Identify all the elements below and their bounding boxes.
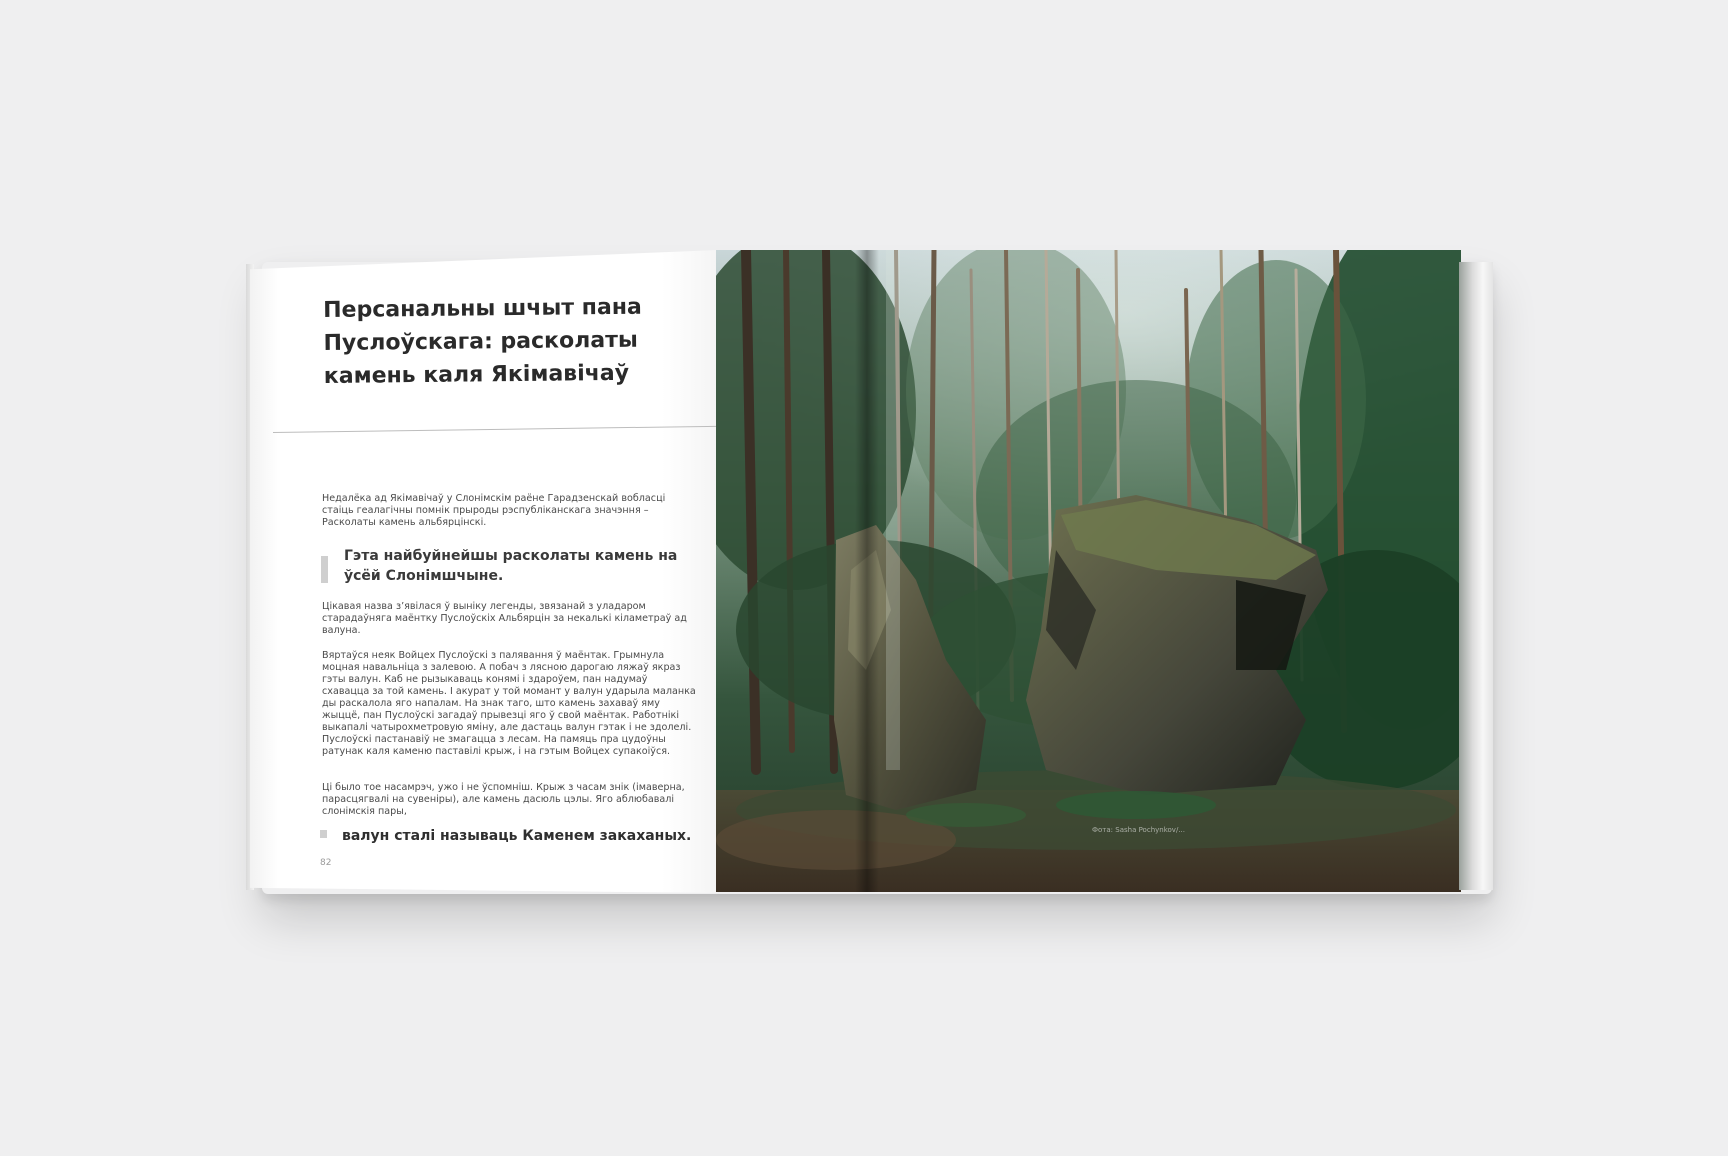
page-number: 82 [320, 858, 332, 868]
book-spine-shadow [855, 250, 879, 892]
paragraph-legend-intro: Цікавая назва з’явілася ў выніку легенды, звязанай з уладаром старадаўняга маёнтку Пуслоўскіх Альбярцін за некалькі кіламетраў ад валуна. [322, 601, 687, 636]
paragraph-legend-story: Вяртаўся неяк Войцех Пуслоўскі з палявання ў маёнтак. Грымнула моцная навальніца з залевою. А побач з лясною дарогаю ляжаў якраз гэты валун. Каб не рызыкаваць конямі і здароўем, пан надумаў схавацца за той камень. І акурат у той момант у валун ударыла маланка ды раскалола яго напалам. На знак таго, што камень захаваў яму жыццё, пан Пуслоўскі загадаў прывезці яго ў свой маёнтак. Работнікі выкапалі чатырохметровую яміну, але дастаць валун гэтак і не здолелі. Пуслоўскі пастанавіў не змагацца з лесам. На памяць пра цудоўны ратунак каля каменю паставілі крыж, і на гэтым Войцех супакоіўся. [322, 650, 696, 757]
pull-quote-marker [320, 830, 327, 838]
photo-credit: Фота: Sasha Pochynkov/... [1092, 826, 1185, 834]
intro-paragraph: Недалёка ад Якімавічаў у Слонімскім раёне Гарадзенскай вобласці стаіць геалагічны помнік прыроды рэспубліканскага значэння – Расколаты камень альбярцінскі. [322, 493, 666, 528]
article-title: Персанальны шчыт пана Пуслоўскага: расколаты камень каля Якімавічаў [323, 294, 642, 389]
forest-boulder-photo [716, 250, 1461, 892]
paragraph-present-day: Ці было тое насамрэч, ужо і не ўспомніш. Крыж з часам знік (імаверна, парасцягвалі на сувеніры), але камень дасюль цэлы. Яго аблюбавалі слонімскія пары, [322, 782, 685, 817]
highlight-quote: Гэта найбуйнейшы расколаты камень на ўсёй Слонімшчыне. [344, 548, 678, 584]
pull-quote: валун сталі называць Каменем закаханых. [342, 828, 692, 844]
quote-marker [321, 556, 328, 583]
right-page-edge [1459, 262, 1493, 890]
